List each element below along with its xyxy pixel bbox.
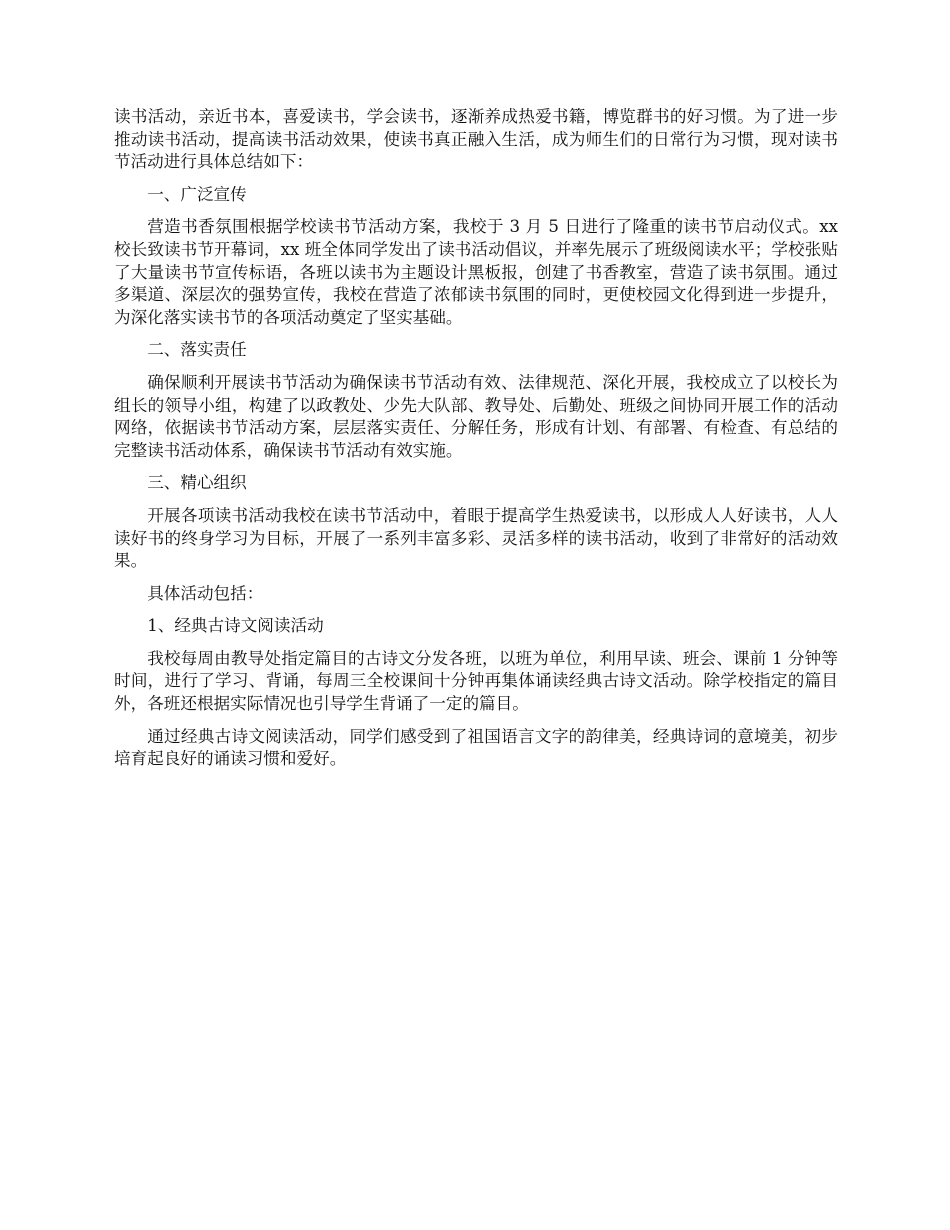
- organization-paragraph: 开展各项读书活动我校在读书节活动中，着眼于提高学生热爱读书，以形成人人好读书，人人读好书的终身学习为目标，开展了一系列丰富多彩、灵活多样的读书活动，收到了非常好的活动效果。: [114, 505, 838, 571]
- section-heading-organization: 三、精心组织: [147, 473, 247, 493]
- section-heading-publicity: 一、广泛宣传: [147, 184, 247, 204]
- section-heading-responsibility: 二、落实责任: [147, 340, 247, 360]
- document-page: [114, 106, 838, 781]
- activities-intro: 具体活动包括：: [147, 583, 264, 603]
- intro-paragraph: 读书活动，亲近书本，喜爱读书，学会读书，逐渐养成热爱书籍，博览群书的好习惯。为了进一步推动读书活动，提高读书活动效果，使读书真正融入生活，成为师生们的日常行为习惯，现对读书节活动进行具体总结如下：: [114, 107, 838, 172]
- classics-result-paragraph: 通过经典古诗文阅读活动，同学们感受到了祖国语言文字的韵律美，经典诗词的意境美，初步培育起良好的诵读习惯和爱好。: [114, 726, 838, 769]
- publicity-paragraph: 营造书香氛围根据学校读书节活动方案，我校于 3 月 5 日进行了隆重的读书节启动仪式。xx 校长致读书节开幕词，xx 班全体同学发出了读书活动倡议，并率先展示了班级阅读水平；学校张贴了大量读书节宣传标语，各班以读书为主题设计黑板报，创建了书香教室，营造了读书氛围。通过多渠道、深层次的强势宣传，我校在营造了浓郁读书氛围的同时，更使校园文化得到进一步提升，为深化落实读书节的各项活动奠定了坚实基础。: [114, 217, 838, 327]
- classics-paragraph: 我校每周由教导处指定篇目的古诗文分发各班，以班为单位，利用早读、班会、课前 1 分钟等时间，进行了学习、背诵，每周三全校课间十分钟再集体诵读经典古诗文活动。除学校指定的篇目外，各班还根据实际情况也引导学生背诵了一定的篇目。: [114, 648, 838, 714]
- responsibility-paragraph: 确保顺利开展读书节活动为确保读书节活动有效、法律规范、深化开展，我校成立了以校长为组长的领导小组，构建了以政教处、少先大队部、教导处、后勤处、班级之间协同开展工作的活动网络，依据读书节活动方案，层层落实责任、分解任务，形成有计划、有部署、有检查、有总结的完整读书活动体系，确保读书节活动有效实施。: [114, 372, 838, 460]
- activity-heading-classics: 1、经典古诗文阅读活动: [147, 616, 324, 636]
